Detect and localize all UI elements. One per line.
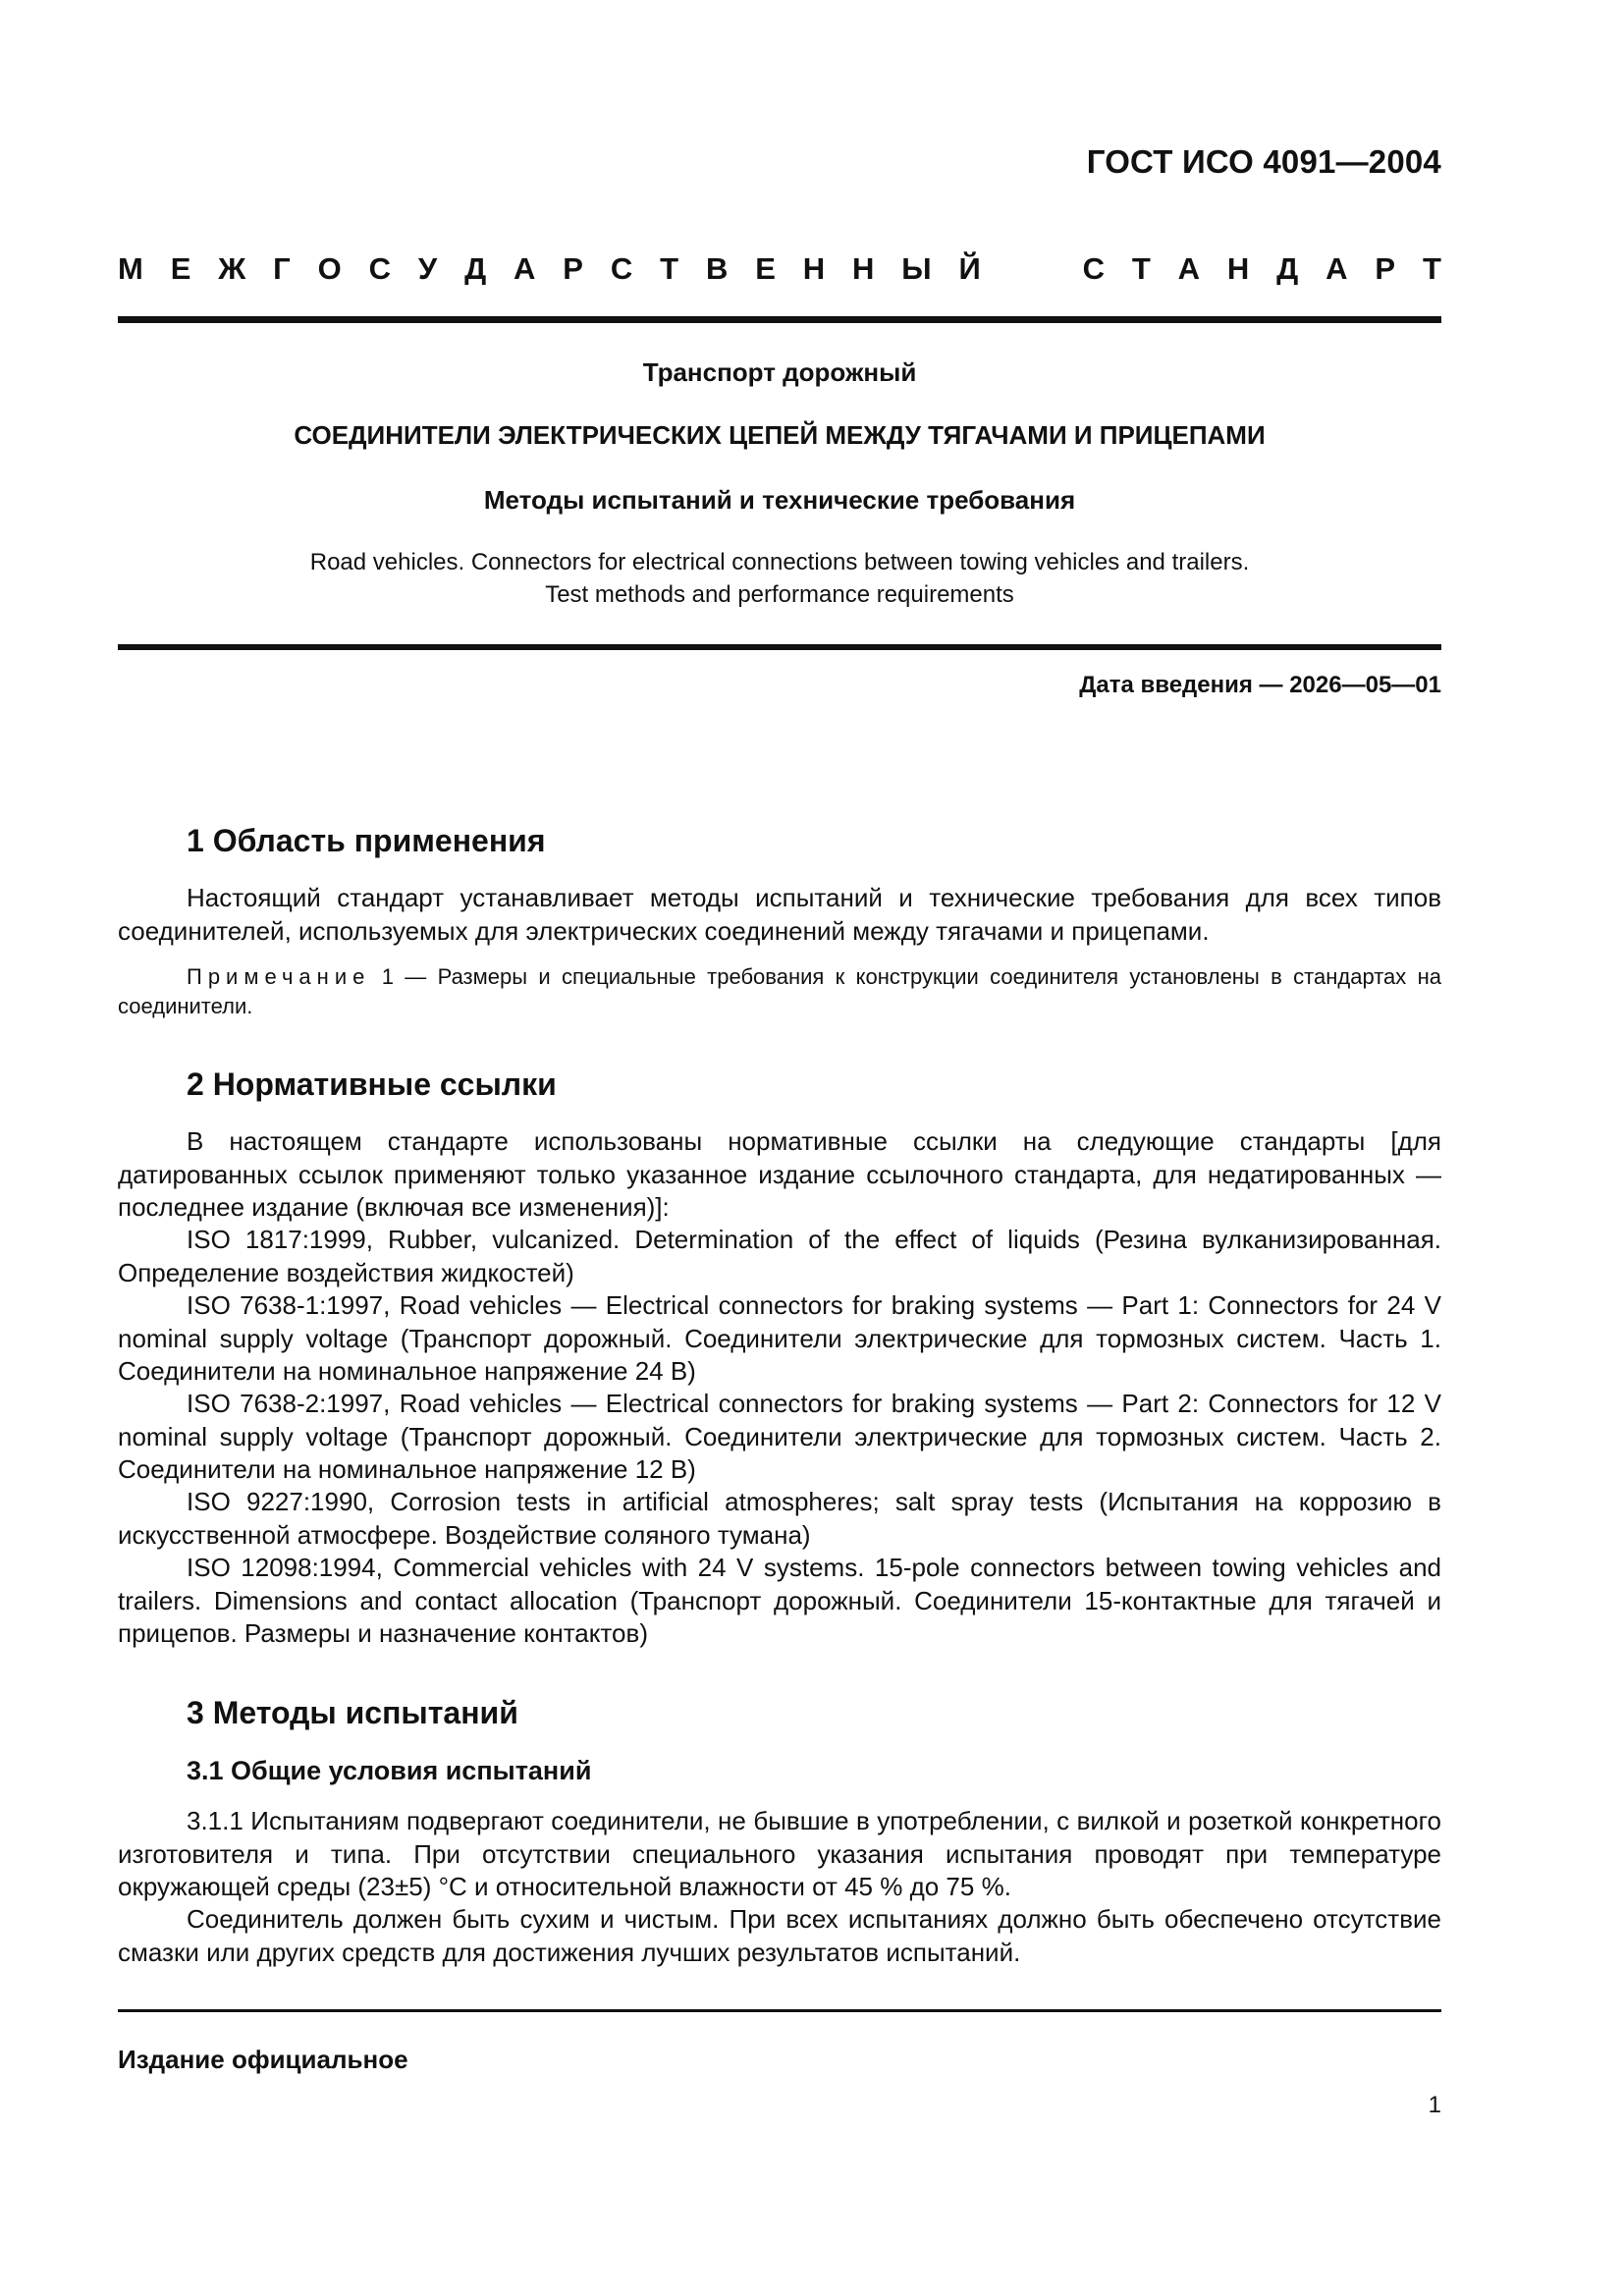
- banner-letter: В: [705, 251, 729, 286]
- banner-letter: Т: [1422, 251, 1441, 286]
- banner-letter: У: [417, 251, 438, 286]
- banner-letter: Н: [802, 251, 826, 286]
- page-number: 1: [1428, 2092, 1441, 2118]
- banner-letter: Г: [273, 251, 291, 286]
- section-3-paragraph-2: Соединитель должен быть сухим и чистым. При всех испытаниях должно быть обеспечено отсутствие смазки или других средств для достижения лучших результатов испытаний.: [118, 1904, 1441, 1967]
- banner-letter: Е: [170, 251, 191, 286]
- banner-letter: Н: [1226, 251, 1250, 286]
- banner-letter: М: [118, 251, 143, 286]
- banner-letter: С: [1082, 251, 1105, 286]
- banner-letter: Ы: [901, 251, 932, 286]
- banner-letter: Й: [958, 251, 981, 286]
- banner-letter: А: [1177, 251, 1201, 286]
- document-number: ГОСТ ИСО 4091—2004: [1086, 143, 1441, 180]
- section-3-paragraph-1: 3.1.1 Испытаниям подвергают соединители, не бывшие в употреблении, с вилкой и розеткой конкретного изготовителя и типа. При отсутствии специального указания испытания проводят при температуре окружающей среды (23±5) °С и относительной влажности от 45 % до 75 %.: [118, 1806, 1441, 1901]
- section-1-title: 1 Область применения: [187, 823, 546, 858]
- effective-date: Дата введения — 2026—05—01: [1079, 672, 1441, 698]
- banner-letter: Т: [1131, 251, 1151, 286]
- banner-letter: С: [610, 251, 633, 286]
- interstate-standard-banner: [118, 251, 1441, 287]
- section-2-intro: В настоящем стандарте использованы нормативные ссылки на следующие стандарты [для датированных ссылок применяют только указанное издание ссылочного стандарта, для недатированных — последнее издание (включая все изменения)]:: [118, 1126, 1441, 1222]
- english-title: [118, 546, 1441, 611]
- banner-letter: О: [317, 251, 342, 286]
- banner-letter: А: [514, 251, 536, 286]
- reference-item: ISO 9227:1990, Corrosion tests in artificial atmospheres; salt spray tests (Испытания на коррозию в искусственной атмосфере. Воздействие соляного тумана): [118, 1487, 1441, 1550]
- subsection-3-1-title: 3.1 Общие условия испытаний: [187, 1756, 592, 1785]
- banner-letter: Р: [563, 251, 583, 286]
- banner-letter: Ж: [218, 251, 246, 286]
- reference-item: ISO 12098:1994, Commercial vehicles with 24 V systems. 15-pole connectors between towing vehicles and trailers. Dimensions and contact allocation (Транспорт дорожный. Соединители 15-контактные для тягачей и прицепов. Размеры и назначение контактов): [118, 1553, 1441, 1648]
- banner-letter: Р: [1375, 251, 1396, 286]
- banner-letter: Д: [1276, 251, 1299, 286]
- banner-letter: Д: [464, 251, 487, 286]
- banner-letter: Т: [660, 251, 679, 286]
- section-3-title: 3 Методы испытаний: [187, 1695, 518, 1730]
- note-text: 1 — Размеры и специальные требования к конструкции соединителя установлены в стандартах на соединители.: [118, 964, 1441, 1018]
- reference-item: ISO 1817:1999, Rubber, vulcanized. Determination of the effect of liquids (Резина вулканизированная. Определение воздействия жидкостей): [118, 1225, 1441, 1287]
- header-divider-top: [118, 316, 1441, 323]
- section-1-note: [118, 962, 1441, 1021]
- english-title-line-2: Test methods and performance requirements: [545, 581, 1014, 608]
- banner-letter: С: [368, 251, 392, 286]
- reference-item: ISO 7638-2:1997, Road vehicles — Electrical connectors for braking systems — Part 2: Connectors for 12 V nominal supply voltage (Транспорт дорожный. Соединители электрические для тормозных систем. Часть 2. Соединители на номинальное напряжение 12 В): [118, 1389, 1441, 1484]
- banner-letter: Е: [755, 251, 776, 286]
- official-edition-label: Издание официальное: [118, 2045, 408, 2074]
- header-divider-bottom: [118, 644, 1441, 650]
- note-label: Примечание: [187, 964, 371, 989]
- reference-item: ISO 7638-1:1997, Road vehicles — Electrical connectors for braking systems — Part 1: Connectors for 24 V nominal supply voltage (Транспорт дорожный. Соединители электрические для тормозных систем. Часть 1. Соединители на номинальное напряжение 24 В): [118, 1290, 1441, 1386]
- section-1-paragraph: Настоящий стандарт устанавливает методы испытаний и технические требования для всех типов соединителей, используемых для электрических соединений между тягачами и прицепами.: [118, 883, 1441, 946]
- banner-word-gap: [1008, 251, 1055, 287]
- document-title: СОЕДИНИТЕЛИ ЭЛЕКТРИЧЕСКИХ ЦЕПЕЙ МЕЖДУ ТЯГАЧАМИ И ПРИЦЕПАМИ: [294, 420, 1266, 450]
- english-title-line-1: Road vehicles. Connectors for electrical connections between towing vehicles and trailers.: [309, 549, 1250, 575]
- banner-letter: Н: [852, 251, 875, 286]
- title-line-1: Транспорт дорожный: [642, 357, 917, 387]
- banner-letter: А: [1325, 251, 1348, 286]
- footer-divider: [118, 2009, 1441, 2012]
- section-2-title: 2 Нормативные ссылки: [187, 1066, 557, 1102]
- title-subtitle: Методы испытаний и технические требования: [483, 485, 1076, 515]
